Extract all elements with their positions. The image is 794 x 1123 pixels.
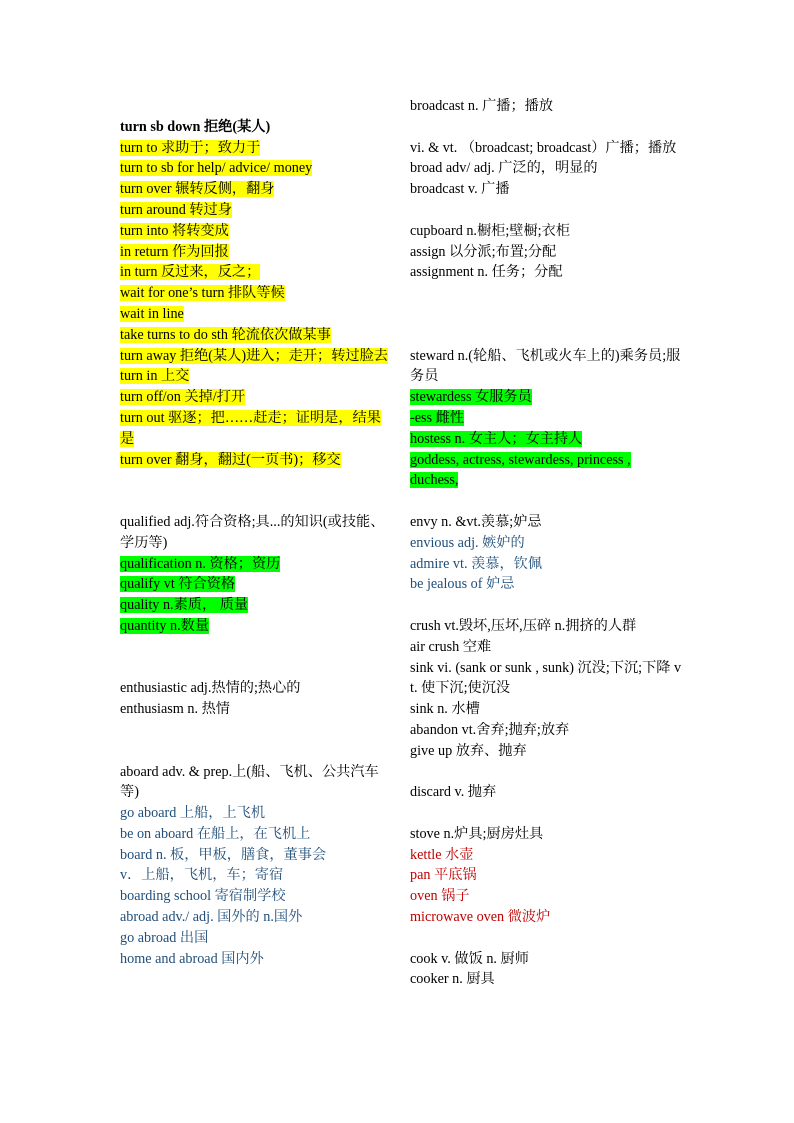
vocab-entry [120,242,392,263]
vocab-entry-text: v．上船，飞机，车；寄宿 [120,867,284,884]
vocab-entry-text: qualification n. 资格；资历 [120,555,281,572]
vocab-entry-text: broadcast n. 广播；播放 [410,98,554,114]
vocab-entry-text: qualify vt 符合资格 [120,576,236,593]
vocab-entry-text: broad adv/ adj. 广泛的，明显的 [410,160,598,177]
blank-line [410,803,682,824]
vocab-entry-text: broadcast v. 广播 [410,181,510,198]
vocab-entry-text: cook v. 做饭 n. 厨师 [410,950,529,967]
vocab-entry [410,387,682,408]
blank-line [120,741,392,762]
vocab-entry [120,678,392,699]
vocab-entry-text: enthusiastic adj.热情的;热心的 [120,680,301,697]
vocab-entry [410,346,682,388]
vocab-entry [120,450,392,471]
vocab-entry [120,158,392,179]
vocab-entry-text: boarding school 寄宿制学校 [120,888,286,905]
vocab-entry-text: discard v. 抛弃 [410,784,497,801]
vocab-entry-text: home and abroad 国内外 [120,950,264,967]
blank-line [120,491,392,512]
blank-line [410,200,682,221]
vocab-entry-text: envy n. &vt.羡慕;妒忌 [410,513,542,530]
right-column [410,96,682,990]
vocab-entry-text: steward n.(轮船、飞机或火车上的)乘务员;服务员 [410,347,681,385]
vocab-entry-text: turn around 转过身 [120,201,232,218]
vocab-entry [410,741,682,762]
vocab-entry-text: stove n.炉具;厨房灶具 [410,825,544,842]
vocab-entry [410,221,682,242]
vocab-entry-text: be jealous of 妒忌 [410,576,515,593]
vocab-entry [410,907,682,928]
vocab-entry [410,658,682,700]
blank-line [410,595,682,616]
vocab-entry [120,346,392,367]
vocab-entry-text: turn sb down 拒绝(某人) [120,118,271,135]
vocab-entry-text: be on aboard 在船上，在飞机上 [120,825,311,842]
vocab-entry-text: goddess, actress, stewardess, princess , [410,451,631,468]
vocab-entry [120,616,392,637]
vocab-entry-text: turn over 辗转反侧，翻身 [120,181,275,198]
vocab-entry [120,928,392,949]
vocab-entry-text: microwave oven 微波炉 [410,909,551,926]
vocab-entry [410,949,682,970]
blank-line [120,470,392,491]
vocab-entry-text: turn away 拒绝(某人)进入；走开；转过脸去 [120,347,388,364]
vocab-entry-text: quantity n.数量 [120,617,210,634]
vocab-entry-text: turn to sb for help/ advice/ money [120,160,313,177]
vocab-entry-text: take turns to do sth 轮流依次做某事 [120,326,331,343]
vocab-entry-text: pan 平底锅 [410,867,477,884]
vocab-entry [410,512,682,533]
vocab-entry [120,699,392,720]
vocab-entry [410,554,682,575]
vocab-entry [120,408,392,450]
blank-line [410,117,682,138]
vocab-entry-text: sink n. 水槽 [410,701,480,718]
vocab-entry-text: aboard adv. & prep.上(船、飞机、公共汽车等) [120,763,379,801]
vocab-entry [120,325,392,346]
vocab-entry-text: kettle 水壶 [410,846,474,863]
vocab-entry-text: in turn 反过来，反之； [120,264,261,281]
vocab-entry-text: turn out 驱逐；把……赶走；证明是，结果是 [120,409,381,447]
vocab-entry [120,117,392,138]
vocab-entry-text: hostess n. 女主人；女主持人 [410,430,583,447]
blank-line [410,283,682,304]
blank-line [120,658,392,679]
vocab-entry-text: turn over 翻身，翻过(一页书)；移交 [120,451,341,468]
vocab-entry [410,429,682,450]
left-column [120,96,392,969]
blank-line [410,304,682,325]
vocab-entry [120,262,392,283]
vocab-entry [120,221,392,242]
vocab-entry [120,886,392,907]
vocab-entry [410,699,682,720]
vocab-entry [120,907,392,928]
blank-line [410,325,682,346]
vocab-entry [410,242,682,263]
vocab-entry-text: -ess 雌性 [410,409,464,426]
vocab-entry-text: turn in 上交 [120,368,190,385]
vocab-entry-text: admire vt. 羡慕，钦佩 [410,555,543,572]
vocab-entry-text: turn off/on 关掉/打开 [120,389,246,406]
vocab-entry [410,158,682,179]
vocab-entry-text: oven 锅子 [410,888,470,905]
blank-line [410,928,682,949]
vocab-entry [120,554,392,575]
vocab-entry-text: give up 放弃、抛弃 [410,742,527,759]
vocab-entry-text: duchess, [410,472,459,489]
vocab-entry [410,720,682,741]
vocab-entry [120,138,392,159]
vocab-entry [410,450,682,471]
vocab-entry [120,179,392,200]
vocab-entry [410,408,682,429]
vocab-entry-text: enthusiasm n. 热情 [120,701,230,718]
vocab-entry-text: stewardess 女服务员 [410,389,532,406]
vocab-entry-text: crush vt.毁坏,压坏,压碎 n.拥挤的人群 [410,617,637,634]
vocab-entry [120,304,392,325]
vocab-entry-text: envious adj. 嫉妒的 [410,534,525,551]
vocab-entry-text: quality n.素质， 质量 [120,597,249,614]
vocab-entry [410,138,682,159]
blank-line [120,720,392,741]
vocab-entry-text: go aboard 上船，上飞机 [120,805,266,822]
vocab-entry-text: turn to 求助于；致力于 [120,139,261,156]
vocab-entry [410,865,682,886]
vocab-entry [120,512,392,554]
blank-line [120,637,392,658]
blank-line [120,96,392,117]
vocab-entry-text: assignment n. 任务；分配 [410,264,563,281]
vocab-entry [410,533,682,554]
vocab-entry [120,387,392,408]
vocab-entry-text: air crush 空难 [410,638,492,655]
vocab-entry [410,845,682,866]
vocab-entry-text: in return 作为回报 [120,243,229,260]
vocab-entry-text: cupboard n.橱柜;壁橱;衣柜 [410,222,570,239]
vocab-entry [120,803,392,824]
vocab-entry-text: abandon vt.舍弃;抛弃;放弃 [410,721,570,738]
vocab-entry [120,595,392,616]
vocab-entry-text: qualified adj.符合资格;具...的知识(或技能、学历等) [120,513,385,551]
vocab-entry-text: go abroad 出国 [120,929,209,946]
vocab-entry [120,200,392,221]
vocab-entry [120,366,392,387]
vocab-entry [410,969,682,990]
vocab-entry [410,262,682,283]
vocab-entry [410,574,682,595]
vocab-entry [120,845,392,866]
vocab-entry-text: sink vi. (sank or sunk , sunk) 沉没;下沉;下降 vt. 使下沉;使沉没 [410,659,682,697]
vocab-entry [410,616,682,637]
vocab-entry-text: abroad adv./ adj. 国外的 n.国外 [120,909,303,926]
vocab-entry-text: board n. 板，甲板，膳食，董事会 [120,846,327,863]
vocab-entry [410,179,682,200]
vocab-entry [120,762,392,804]
vocab-entry [120,574,392,595]
vocab-entry [120,824,392,845]
vocab-entry [410,637,682,658]
vocab-entry [410,886,682,907]
vocab-entry [410,824,682,845]
vocab-entry-text: wait for one’s turn 排队等候 [120,285,285,302]
vocab-entry [120,865,392,886]
blank-line [410,762,682,783]
vocab-entry-text: assign 以分派;布置;分配 [410,243,557,260]
vocab-entry [410,470,682,491]
vocab-entry-text: wait in line [120,305,184,322]
vocab-entry [120,283,392,304]
vocab-entry-text: vi. & vt. （broadcast; broadcast）广播；播放 [410,139,677,156]
vocab-entry-text: cooker n. 厨具 [410,971,495,988]
vocab-entry [120,949,392,970]
vocab-entry [410,96,682,117]
vocab-entry [410,782,682,803]
vocab-entry-text: turn into 将转变成 [120,222,229,239]
blank-line [410,491,682,512]
